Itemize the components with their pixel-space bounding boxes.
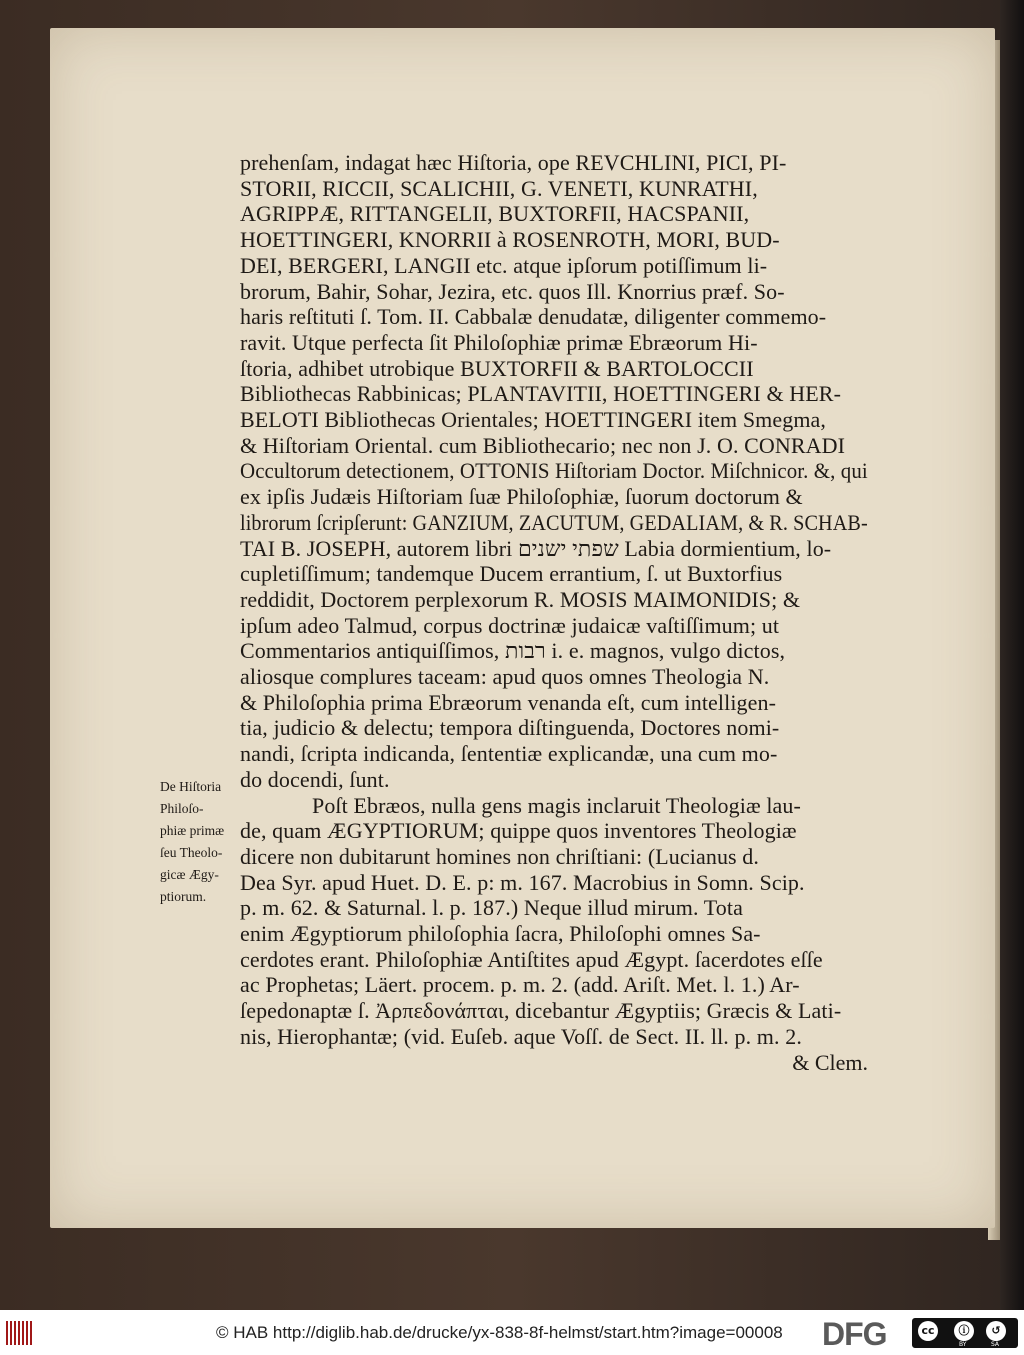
text-line: nis, Hierophantæ; (vid. Euſeb. aque Voſſ. de Sect. II. ll. p. m. 2. — [240, 1023, 802, 1049]
text-line: STORII, RICCII, SCALICHII, G. VENETI, KUNRATHI, — [240, 175, 758, 201]
text-line: aliosque complures taceam: apud quos omnes Theologia N. — [240, 664, 770, 689]
text-line: enim Ægyptiorum philoſophia ſacra, Philoſophi omnes Sa- — [240, 921, 761, 946]
text-line: librorum ſcripſerunt: GANZIUM, ZACUTUM, GEDALIAM, & R. SCHAB- — [240, 509, 868, 535]
text-line: prehenſam, indagat hæc Hiſtoria, ope REVCHLINI, PICI, PI- — [240, 150, 787, 175]
text-line: de, quam ÆGYPTIORUM; quippe quos inventores Theologiæ — [240, 818, 797, 844]
text-line: DEI, BERGERI, LANGII etc. atque ipſorum potiſſimum li- — [240, 252, 768, 278]
text-line: HOETTINGERI, KNORRII à ROSENROTH, MORI, BUD- — [240, 227, 780, 253]
text-line: haris reſtituti ſ. Tom. II. Cabbalæ denudatæ, diligenter commemo- — [240, 304, 827, 330]
text-line: Poſt Ebræos, nulla gens magis inclaruit Theologiæ lau- — [312, 792, 801, 818]
text-line: & Philoſophia prima Ebræorum venanda eſt, cum intelligen- — [240, 689, 777, 715]
text-line: & Hiſtoriam Oriental. cum Bibliothecario; nec non J. O. CONRADI — [240, 432, 846, 458]
text-line: brorum, Bahir, Sohar, Jezira, etc. quos Ill. Knorrius præf. So- — [240, 278, 785, 304]
text-line: cupletiſſimum; tandemque Ducem errantium, ſ. ut Buxtorfius — [240, 561, 783, 587]
cc-by-sa-icon: cc ⓘ ↺ BY SA — [912, 1318, 1018, 1348]
footer-url[interactable]: © HAB http://diglib.hab.de/drucke/yx-838-8f-helmst/start.htm?image=00008 — [216, 1323, 783, 1342]
text-line: cerdotes erant. Philoſophiæ Antiſtites apud Ægypt. ſacerdotes eſſe — [240, 946, 823, 972]
text-line: Bibliothecas Rabbinicas; PLANTAVITII, HOETTINGERI & HER- — [240, 381, 841, 407]
text-line: ex ipſis Judæis Hiſtoriam ſuæ Philoſophiæ, ſuorum doctorum & — [240, 484, 803, 510]
text-line: reddidit, Doctorem perplexorum R. MOSIS MAIMONIDIS; & — [240, 586, 801, 612]
text-line: Dea Syr. apud Huet. D. E. p: m. 167. Macrobius in Somn. Scip. — [240, 869, 805, 895]
text-line: ſepedonaptæ ſ. Ἀρπεδονάπται, dicebantur Ægyptiis; Græcis & Lati- — [240, 998, 842, 1024]
text-line: AGRIPPÆ, RITTANGELII, BUXTORFII, HACSPANII, — [240, 201, 750, 227]
text-line: nandi, ſcripta indicanda, ſententiæ explicandæ, una cum mo- — [240, 741, 778, 767]
text-line: ipſum adeo Talmud, corpus doctrinæ judaicæ vaſtiſſimum; ut — [240, 612, 780, 638]
text-line: ravit. Utque perfecta ſit Philoſophiæ primæ Ebræorum Hi- — [240, 329, 758, 355]
book-spine — [1000, 0, 1024, 1310]
margin-note-line: gicæ Ægy- — [160, 867, 219, 882]
hab-logo-icon — [6, 1321, 40, 1347]
text-line: ſtoria, adhibet utrobique BUXTORFII & BARTOLOCCII — [240, 355, 754, 381]
margin-note-line: phiæ primæ — [160, 823, 225, 838]
text-line: p. m. 62. & Saturnal. l. p. 187.) Neque illud mirum. Tota — [240, 895, 743, 921]
footer-bar — [0, 1310, 1024, 1355]
margin-note-line: ptiorum. — [160, 889, 207, 904]
text-line: BELOTI Bibliothecas Orientales; HOETTINGERI item Smegma, — [240, 407, 827, 432]
text-line: Commentarios antiquiſſimos, רבות i. e. magnos, vulgo dictos, — [240, 638, 786, 664]
by-label: BY — [959, 1341, 967, 1348]
text-line: dicere non dubitarunt homines non chriſtiani: (Lucianus d. — [240, 843, 760, 869]
text-line: TAI B. JOSEPH, autorem libri שפתי ישנים Labia dormientium, lo- — [240, 535, 832, 561]
text-line: tia, judicio & delectu; tempora diſtinguenda, Doctores nomi- — [240, 715, 780, 741]
text-line: ac Prophetas; Läert. procem. p. m. 2. (add. Ariſt. Met. l. 1.) Ar- — [240, 972, 800, 998]
sa-label: SA — [991, 1341, 1000, 1348]
catchword: & Clem. — [792, 1049, 868, 1075]
text-line: Occultorum detectionem, OTTONIS Hiſtoriam Doctor. Miſchnicor. &, qui — [240, 458, 868, 484]
margin-note-line: Philoſo- — [160, 801, 204, 816]
text-line: do docendi, ſunt. — [240, 766, 390, 792]
margin-note-line: De Hiſtoria — [160, 779, 222, 794]
margin-note-line: ſeu Theolo- — [160, 845, 223, 860]
dfg-logo: DFG — [822, 1316, 887, 1352]
